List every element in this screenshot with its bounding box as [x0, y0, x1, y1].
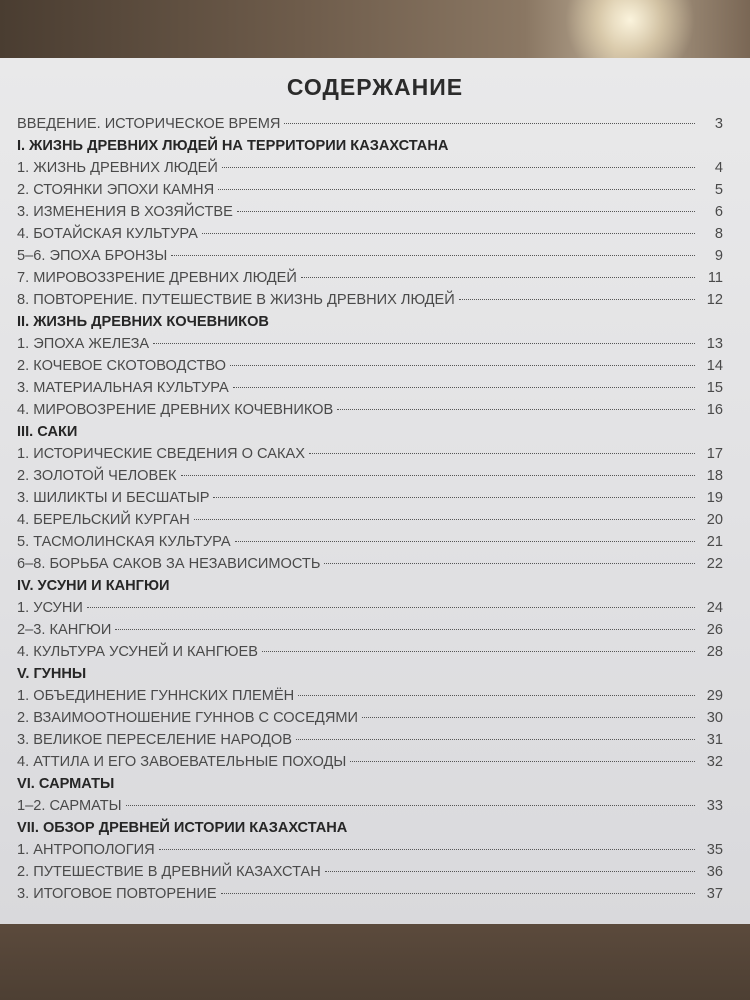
- toc-entry: [17, 179, 723, 201]
- dot-leader: [213, 497, 695, 498]
- page-number: 29: [706, 688, 723, 704]
- toc-entry: [17, 245, 723, 267]
- toc-entry: [17, 223, 723, 245]
- dot-leader: [237, 211, 695, 212]
- book-cover-top: [0, 0, 750, 58]
- page-number: 8: [714, 226, 723, 242]
- entry-title: 4. КУЛЬТУРА УСУНЕЙ И КАНГЮЕВ: [17, 644, 258, 660]
- entry-title: 1–2. САРМАТЫ: [17, 798, 122, 814]
- toc-entry: [17, 465, 723, 487]
- toc-section-heading: [17, 135, 723, 157]
- toc-entry: [17, 861, 723, 883]
- page-number: 28: [706, 644, 723, 660]
- book-cover-bottom: [0, 924, 750, 1000]
- toc-entry: [17, 487, 723, 509]
- toc-entry: [17, 641, 723, 663]
- page-number: 19: [706, 490, 723, 506]
- entry-title: 4. БЕРЕЛЬСКИЙ КУРГАН: [17, 512, 190, 528]
- page-number: 32: [706, 754, 723, 770]
- entry-title: 4. АТТИЛА И ЕГО ЗАВОЕВАТЕЛЬНЫЕ ПОХОДЫ: [17, 754, 347, 770]
- toc-entry: [17, 201, 723, 223]
- toc-section-heading: [17, 773, 723, 795]
- table-of-contents: [17, 113, 723, 905]
- page-number: 4: [714, 160, 723, 176]
- entry-title: ВВЕДЕНИЕ. ИСТОРИЧЕСКОЕ ВРЕМЯ: [17, 116, 281, 132]
- section-title: III. САКИ: [17, 424, 78, 440]
- entry-title: 1. АНТРОПОЛОГИЯ: [17, 842, 155, 858]
- book-page: [0, 58, 750, 924]
- page-number: 35: [706, 842, 723, 858]
- toc-entry: [17, 685, 723, 707]
- entry-title: 5–6. ЭПОХА БРОНЗЫ: [17, 248, 168, 264]
- page-number: 33: [706, 798, 723, 814]
- page-number: 24: [706, 600, 723, 616]
- page-number: 14: [706, 358, 723, 374]
- dot-leader: [362, 717, 695, 718]
- dot-leader: [459, 299, 695, 300]
- page-number: 12: [706, 292, 723, 308]
- entry-title: 4. МИРОВОЗРЕНИЕ ДРЕВНИХ КОЧЕВНИКОВ: [17, 402, 334, 418]
- toc-entry: [17, 113, 723, 135]
- section-title: I. ЖИЗНЬ ДРЕВНИХ ЛЮДЕЙ НА ТЕРРИТОРИИ КАЗАХСТАНА: [17, 138, 449, 154]
- toc-entry: [17, 509, 723, 531]
- dot-leader: [171, 255, 695, 256]
- dot-leader: [337, 409, 695, 410]
- toc-entry: [17, 443, 723, 465]
- dot-leader: [235, 541, 695, 542]
- toc-entry: [17, 377, 723, 399]
- entry-title: 3. ИТОГОВОЕ ПОВТОРЕНИЕ: [17, 886, 217, 902]
- toc-entry: [17, 597, 723, 619]
- page-number: 15: [706, 380, 723, 396]
- toc-entry: [17, 289, 723, 311]
- dot-leader: [202, 233, 695, 234]
- entry-title: 7. МИРОВОЗЗРЕНИЕ ДРЕВНИХ ЛЮДЕЙ: [17, 270, 297, 286]
- page-title: СОДЕРЖАНИЕ: [286, 74, 464, 100]
- page-number: 3: [714, 116, 723, 132]
- dot-leader: [181, 475, 695, 476]
- entry-title: 3. ИЗМЕНЕНИЯ В ХОЗЯЙСТВЕ: [17, 204, 233, 220]
- page-number: 9: [714, 248, 723, 264]
- dot-leader: [262, 651, 695, 652]
- page-number: 17: [706, 446, 723, 462]
- entry-title: 6–8. БОРЬБА САКОВ ЗА НЕЗАВИСИМОСТЬ: [17, 556, 321, 572]
- dot-leader: [309, 453, 695, 454]
- toc-section-heading: [17, 817, 723, 839]
- entry-title: 2. КОЧЕВОЕ СКОТОВОДСТВО: [17, 358, 227, 374]
- toc-entry: [17, 795, 723, 817]
- entry-title: 5. ТАСМОЛИНСКАЯ КУЛЬТУРА: [17, 534, 231, 550]
- page-number: 21: [706, 534, 723, 550]
- dot-leader: [296, 739, 695, 740]
- dot-leader: [233, 387, 695, 388]
- toc-section-heading: [17, 663, 723, 685]
- dot-leader: [222, 167, 695, 168]
- dot-leader: [284, 123, 695, 124]
- page-number: 22: [706, 556, 723, 572]
- dot-leader: [324, 563, 695, 564]
- toc-entry: [17, 399, 723, 421]
- section-title: V. ГУННЫ: [17, 666, 87, 682]
- toc-section-heading: [17, 575, 723, 597]
- entry-title: 2. ПУТЕШЕСТВИЕ В ДРЕВНИЙ КАЗАХСТАН: [17, 864, 321, 880]
- page-number: 26: [706, 622, 723, 638]
- entry-title: 3. ВЕЛИКОЕ ПЕРЕСЕЛЕНИЕ НАРОДОВ: [17, 732, 293, 748]
- toc-entry: [17, 355, 723, 377]
- page-number: 16: [706, 402, 723, 418]
- entry-title: 3. МАТЕРИАЛЬНАЯ КУЛЬТУРА: [17, 380, 229, 396]
- dot-leader: [159, 849, 695, 850]
- entry-title: 2–3. КАНГЮИ: [17, 622, 112, 638]
- toc-entry: [17, 157, 723, 179]
- toc-entry: [17, 751, 723, 773]
- dot-leader: [194, 519, 695, 520]
- dot-leader: [115, 629, 695, 630]
- entry-title: 1. ОБЪЕДИНЕНИЕ ГУННСКИХ ПЛЕМЁН: [17, 688, 295, 704]
- section-title: II. ЖИЗНЬ ДРЕВНИХ КОЧЕВНИКОВ: [17, 314, 269, 330]
- toc-entry: [17, 729, 723, 751]
- section-title: VI. САРМАТЫ: [17, 776, 115, 792]
- entry-title: 8. ПОВТОРЕНИЕ. ПУТЕШЕСТВИЕ В ЖИЗНЬ ДРЕВНИХ ЛЮДЕЙ: [17, 292, 455, 308]
- dot-leader: [350, 761, 695, 762]
- entry-title: 2. ЗОЛОТОЙ ЧЕЛОВЕК: [17, 468, 177, 484]
- entry-title: 1. УСУНИ: [17, 600, 83, 616]
- page-number: 13: [706, 336, 723, 352]
- entry-title: 2. СТОЯНКИ ЭПОХИ КАМНЯ: [17, 182, 215, 198]
- entry-title: 4. БОТАЙСКАЯ КУЛЬТУРА: [17, 226, 198, 242]
- dot-leader: [230, 365, 695, 366]
- page-number: 31: [706, 732, 723, 748]
- page-number: 6: [714, 204, 723, 220]
- dot-leader: [298, 695, 695, 696]
- entry-title: 3. ШИЛИКТЫ И БЕСШАТЫР: [17, 490, 210, 506]
- toc-entry: [17, 553, 723, 575]
- toc-entry: [17, 531, 723, 553]
- page-number: 36: [706, 864, 723, 880]
- page-number: 11: [707, 270, 723, 286]
- toc-entry: [17, 267, 723, 289]
- dot-leader: [87, 607, 695, 608]
- toc-section-heading: [17, 311, 723, 333]
- dot-leader: [126, 805, 695, 806]
- page-number: 37: [706, 886, 723, 902]
- entry-title: 1. ИСТОРИЧЕСКИЕ СВЕДЕНИЯ О САКАХ: [17, 446, 305, 462]
- page-number: 20: [706, 512, 723, 528]
- toc-entry: [17, 619, 723, 641]
- page-number: 18: [706, 468, 723, 484]
- page-number: 30: [706, 710, 723, 726]
- section-title: VII. ОБЗОР ДРЕВНЕЙ ИСТОРИИ КАЗАХСТАНА: [17, 820, 348, 836]
- toc-entry: [17, 707, 723, 729]
- toc-entry: [17, 333, 723, 355]
- section-title: IV. УСУНИ И КАНГЮИ: [17, 578, 170, 594]
- dot-leader: [221, 893, 695, 894]
- entry-title: 1. ЖИЗНЬ ДРЕВНИХ ЛЮДЕЙ: [17, 160, 218, 176]
- toc-entry: [17, 839, 723, 861]
- toc-entry: [17, 883, 723, 905]
- dot-leader: [153, 343, 695, 344]
- dot-leader: [301, 277, 695, 278]
- page-number: 5: [714, 182, 723, 198]
- dot-leader: [325, 871, 695, 872]
- dot-leader: [218, 189, 695, 190]
- entry-title: 2. ВЗАИМООТНОШЕНИЕ ГУННОВ С СОСЕДЯМИ: [17, 710, 359, 726]
- toc-section-heading: [17, 421, 723, 443]
- entry-title: 1. ЭПОХА ЖЕЛЕЗА: [17, 336, 150, 352]
